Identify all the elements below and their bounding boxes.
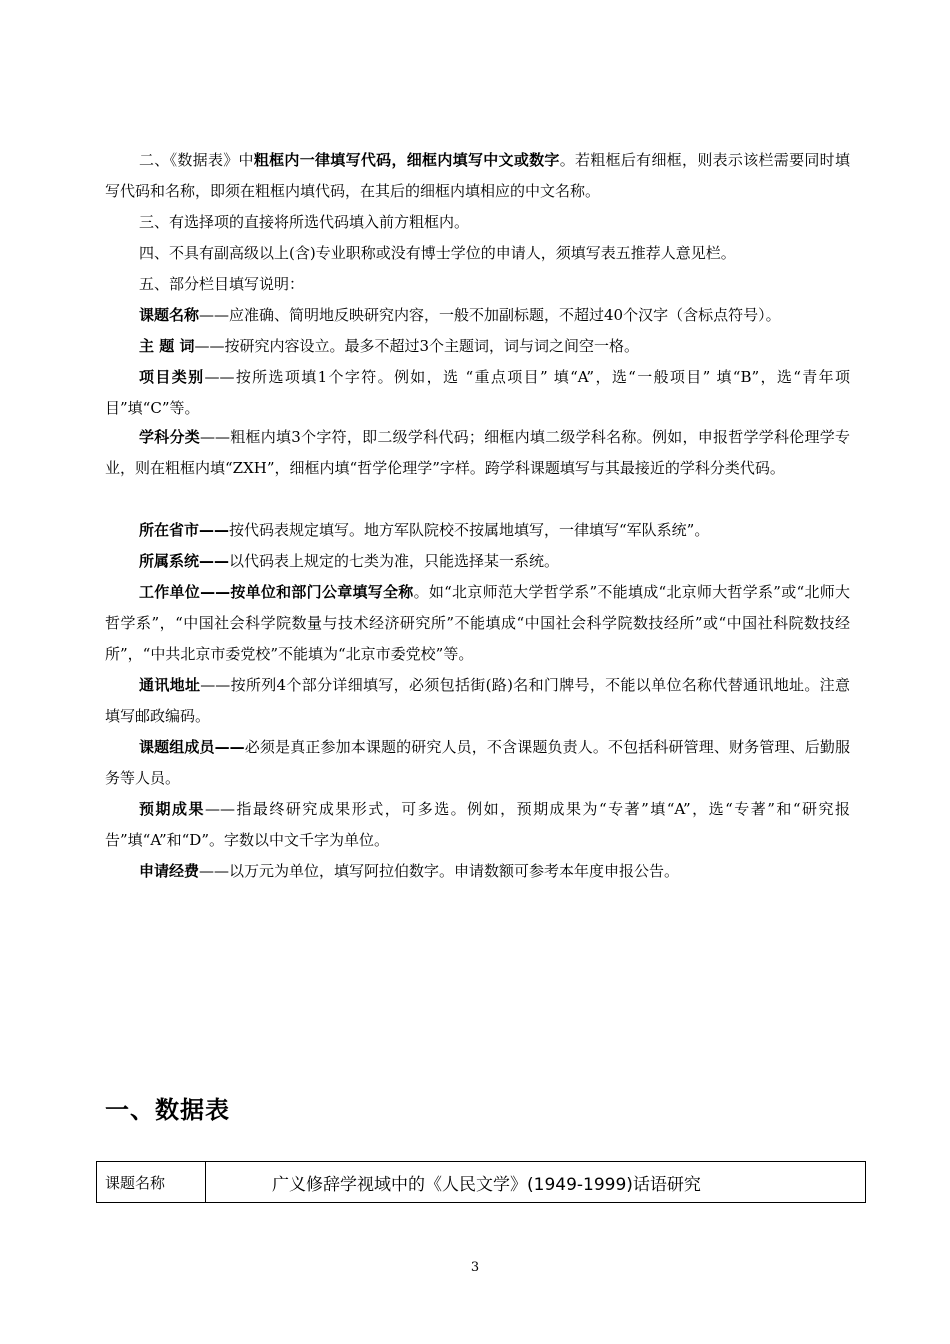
system-note: 所属系统——以代码表上规定的七类为准，只能选择某一系统。 (139, 552, 560, 570)
funds-note: 申请经费——以万元为单位，填写阿拉伯数字。申请数额可参考本年度申报公告。 (139, 862, 680, 880)
topic-name-value[interactable]: 广义修辞学视域中的《人民文学》(1949-1999)话语研究 (206, 1162, 866, 1203)
topic-name-label: 课题名称 (97, 1162, 206, 1203)
members-note: 课题组成员——必须是真正参加本课题的研究人员，不含课题负责人。不包括科研管理、财务管理、后勤服务等人员。 (105, 738, 850, 787)
page-number: 3 (470, 1260, 480, 1275)
section-heading: 一、数据表 (105, 1096, 230, 1124)
instruction-p3: 三、有选择项的直接将所选代码填入前方粗框内。 (139, 213, 470, 231)
discipline-note: 学科分类——粗框内填3个字符，即二级学科代码；细框内填二级学科名称。例如，申报哲学学科伦理学专业，则在粗框内填“ZXH”，细框内填“哲学伦理学”字样。跨学科课题填写与其最接近的学科分类代码。 (105, 428, 850, 477)
table-row (97, 1162, 866, 1203)
province-note: 所在省市——按代码表规定填写。地方军队院校不按属地填写，一律填写“军队系统”。 (139, 521, 710, 539)
instruction-p4: 四、不具有副高级以上(含)专业职称或没有博士学位的申请人，须填写表五推荐人意见栏。 (139, 244, 736, 262)
unit-note: 工作单位——按单位和部门公章填写全称。如“北京师范大学哲学系”不能填成“北京师大哲学系”或“北师大哲学系”，“中国社会科学院数量与技术经济研究所”不能填成“中国社会科学院数技经所”或“中国社科院数技经所”，“中共北京市委党校”不能填为“北京市委党校”等。 (105, 583, 850, 663)
instruction-p2: 二、《数据表》中粗框内一律填写代码，细框内填写中文或数字。若粗框后有细框，则表示该栏需要同时填写代码和名称，即须在粗框内填代码，在其后的细框内填相应的中文名称。 (105, 151, 850, 200)
data-table (96, 1161, 866, 1203)
address-note: 通讯地址——按所列4个部分详细填写，必须包括街(路)名和门牌号，不能以单位名称代替通讯地址。注意填写邮政编码。 (105, 676, 850, 725)
instruction-p5: 五、部分栏目填写说明： (139, 275, 305, 293)
results-note: 预期成果——指最终研究成果形式，可多选。例如，预期成果为“专著”填“A”，选“专著”和“研究报告”填“A”和“D”。字数以中文千字为单位。 (105, 800, 850, 849)
keywords-note: 主 题 词——按研究内容设立。最多不超过3个主题词，词与词之间空一格。 (139, 337, 639, 355)
p2-bold: 粗框内一律填写代码，细框内填写中文或数字 (253, 151, 560, 169)
category-note: 项目类别——按所选项填1个字符。例如，选 “重点项目” 填“A”，选“一般项目” 填“B”，选“青年项目”填“C”等。 (105, 368, 850, 417)
topic-name-note: 课题名称——应准确、简明地反映研究内容，一般不加副标题，不超过40个汉字（含标点符号）。 (139, 306, 781, 324)
